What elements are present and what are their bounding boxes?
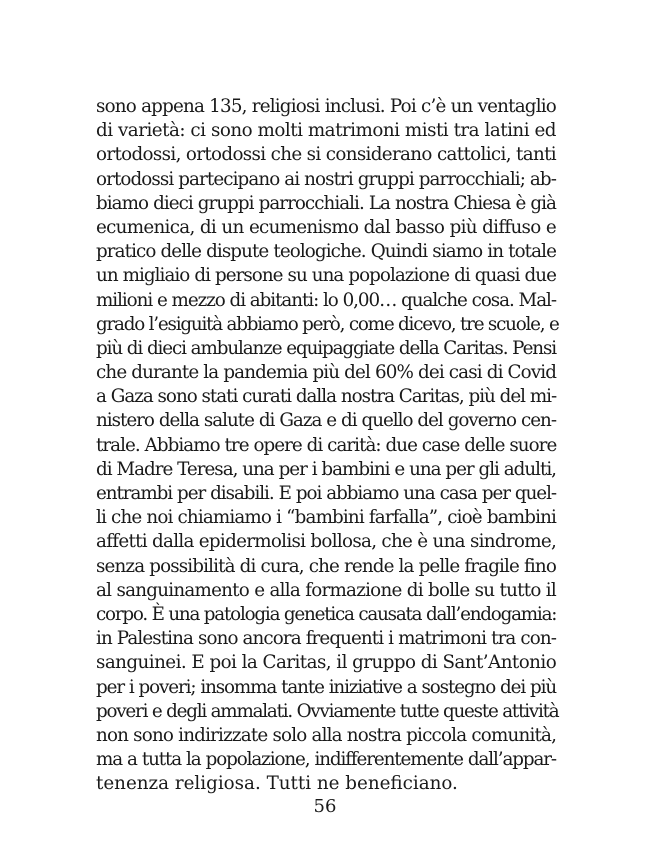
- text-line: biamo dieci gruppi parrocchiali. La nostra Chiesa è già: [96, 192, 556, 214]
- body-text: [96, 95, 559, 796]
- text-line: ecumenica, di un ecumenismo dal basso più diffuso e: [96, 216, 556, 238]
- text-line: in Palestina sono ancora frequenti i matrimoni tra con-: [96, 628, 556, 650]
- text-line: corpo. È una patologia genetica causata dall’endogamia:: [96, 603, 557, 625]
- page-number: 56: [313, 796, 337, 817]
- text-line: per i poveri; insomma tante iniziative a sostegno dei più: [96, 676, 556, 698]
- text-line: non sono indirizzate solo alla nostra piccola comunità,: [96, 724, 557, 746]
- text-line: a Gaza sono stati curati dalla nostra Caritas, più del mi-: [96, 386, 557, 408]
- text-line: grado l’esiguità abbiamo però, come dicevo, tre scuole, e: [96, 313, 559, 335]
- text-line: al sanguinamento e alla formazione di bolle su tutto il: [96, 579, 556, 601]
- text-line: pratico delle dispute teologiche. Quindi siamo in totale: [96, 241, 556, 263]
- text-line: trale. Abbiamo tre opere di carità: due case delle suore: [96, 434, 557, 456]
- text-line: un migliaio di persone su una popolazione di quasi due: [96, 265, 556, 287]
- text-line: sono appena 135, religiosi inclusi. Poi c’è un ventaglio: [96, 96, 556, 117]
- text-line: che durante la pandemia più del 60% dei casi di Covid: [96, 362, 557, 384]
- text-line: più di dieci ambulanze equipaggiate della Caritas. Pensi: [96, 337, 556, 359]
- text-line: li che noi chiamiamo i “bambini farfalla”, cioè bambini: [96, 507, 556, 529]
- text-line: senza possibilità di cura, che rende la pelle fragile fino: [96, 555, 556, 577]
- text-line: di Madre Teresa, una per i bambini e una per gli adulti,: [96, 458, 556, 480]
- text-line: ortodossi partecipano ai nostri gruppi parrocchiali; ab-: [96, 168, 556, 190]
- text-line: entrambi per disabili. E poi abbiamo una casa per quel-: [96, 483, 556, 504]
- text-line: di varietà: ci sono molti matrimoni misti tra latini ed: [96, 120, 556, 142]
- text-line-last: tenenza religiosa. Tutti ne beneficiano.: [96, 773, 458, 795]
- text-line: milioni e mezzo di abitanti: lo 0,00… qualche cosa. Mal-: [96, 289, 556, 311]
- text-line: affetti dalla epidermolisi bollosa, che è una sindrome,: [96, 531, 557, 553]
- text-line: ortodossi, ortodossi che si considerano cattolici, tanti: [96, 144, 556, 166]
- text-line: sanguinei. E poi la Caritas, il gruppo di Sant’Antonio: [96, 652, 557, 674]
- text-line: ma a tutta la popolazione, indifferentemente dall’appar-: [96, 749, 556, 771]
- text-line: poveri e degli ammalati. Ovviamente tutte queste attività: [96, 700, 559, 722]
- text-line: nistero della salute di Gaza e di quello del governo cen-: [96, 410, 556, 432]
